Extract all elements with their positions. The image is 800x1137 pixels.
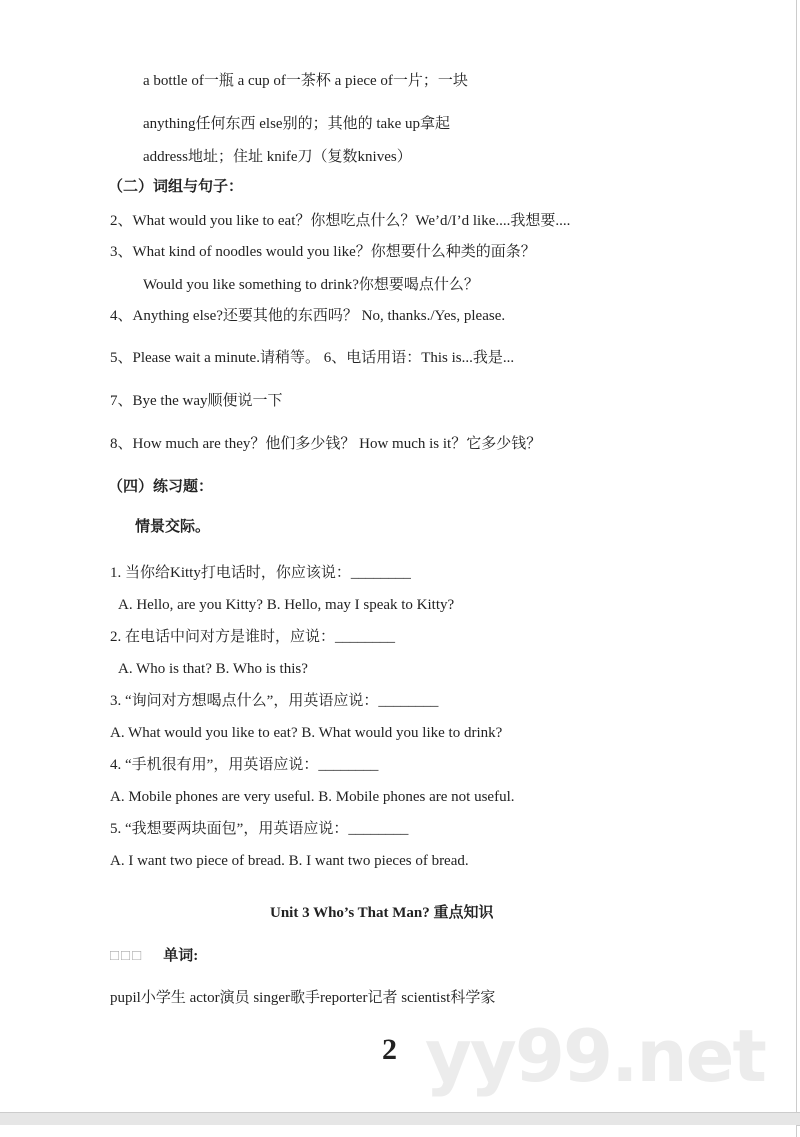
- section-heading: （二）词组与句子：: [108, 179, 244, 195]
- exercise-question: 4. “手机很有用”，用英语应说：________: [110, 757, 379, 773]
- words-line: pupil小学生 actor演员 singer歌手reporter记者 scientist科学家: [110, 990, 496, 1006]
- exercise-options: A. What would you like to eat? B. What would you like to drink?: [110, 725, 503, 741]
- vocab-line: a bottle of一瓶 a cup of一茶杯 a piece of一片；一块: [143, 73, 468, 89]
- words-heading: [110, 946, 198, 966]
- sentence-line: Would you like something to drink?你想要喝点什么？: [143, 277, 479, 293]
- section-heading: （四）练习题：: [108, 479, 214, 495]
- sentence-line: 8、How much are they？他们多少钱？ How much is it？它多少钱？: [110, 436, 542, 452]
- exercise-heading: 情景交际。: [135, 519, 211, 535]
- page-separator: [0, 1112, 800, 1126]
- unit-title: Unit 3 Who’s That Man? 重点知识: [270, 905, 494, 921]
- exercise-options: A. I want two piece of bread. B. I want two pieces of bread.: [110, 853, 469, 869]
- placeholder-boxes: □□□: [110, 948, 144, 964]
- words-label: 单词:: [163, 948, 199, 964]
- sentence-line: 5、Please wait a minute.请稍等。 6、电话用语：This is...我是...: [110, 350, 515, 366]
- exercise-question: 2. 在电话中问对方是谁时，应说：________: [110, 629, 396, 645]
- vocab-line: anything任何东西 else别的；其他的 take up拿起: [143, 116, 451, 132]
- sentence-line: 7、Bye the way顺便说一下: [110, 393, 283, 409]
- exercise-options: A. Mobile phones are very useful. B. Mobile phones are not useful.: [110, 789, 515, 805]
- sentence-line: 2、What would you like to eat？你想吃点什么？We’d/I’d like....我想要....: [110, 213, 571, 229]
- page-number: 2: [382, 1033, 397, 1066]
- exercise-question: 3. “询问对方想喝点什么”，用英语应说：________: [110, 693, 439, 709]
- sentence-line: 3、What kind of noodles would you like？你想要什么种类的面条？: [110, 244, 536, 260]
- exercise-options: A. Hello, are you Kitty? B. Hello, may I speak to Kitty?: [118, 597, 455, 613]
- vocab-line: address地址；住址 knife刀（复数knives）: [143, 149, 412, 165]
- exercise-options: A. Who is that? B. Who is this?: [118, 661, 308, 677]
- next-page: [0, 1125, 797, 1137]
- exercise-question: 1. 当你给Kitty打电话时，你应该说：________: [110, 565, 411, 581]
- exercise-question: 5. “我想要两块面包”，用英语应说：________: [110, 821, 409, 837]
- watermark: yy99.net: [425, 1014, 765, 1098]
- sentence-line: 4、Anything else?还要其他的东西吗？ No, thanks./Yes, please.: [110, 308, 506, 324]
